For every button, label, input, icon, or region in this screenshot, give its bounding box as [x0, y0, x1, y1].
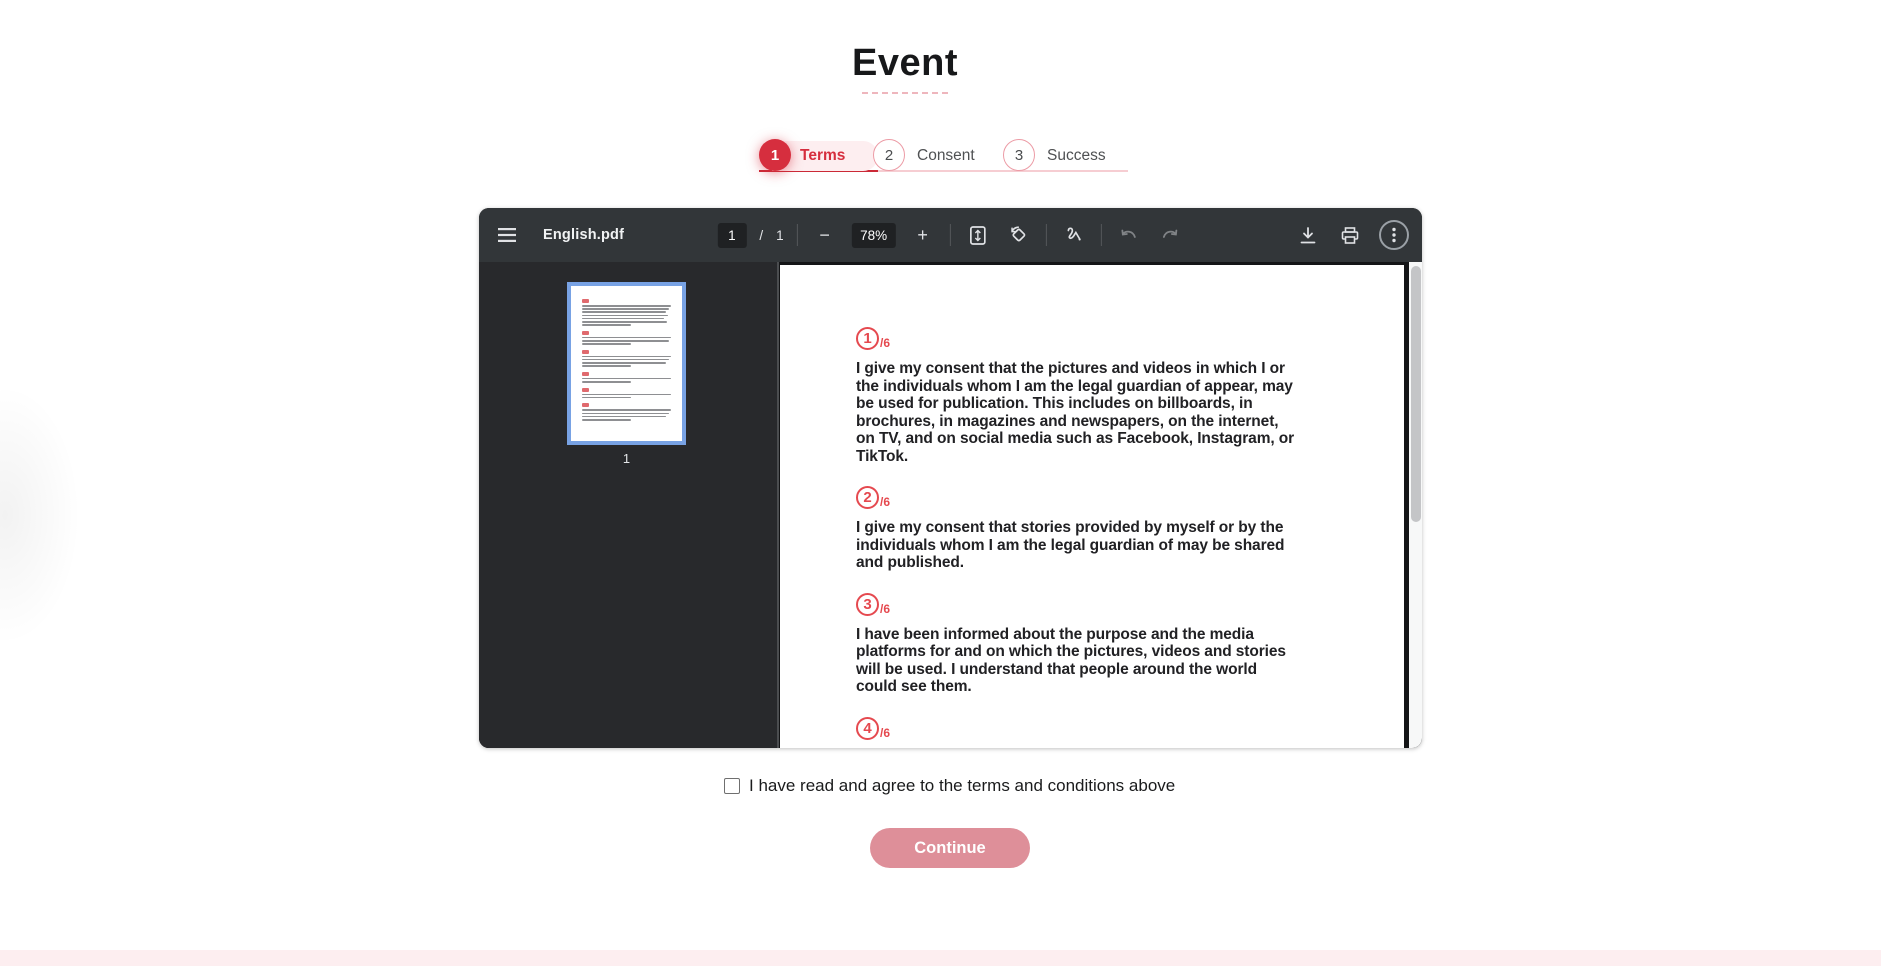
pdf-section-number: 2 $_{/6}$	[856, 486, 1300, 509]
zoom-level-input[interactable]: 78%	[852, 223, 896, 248]
page-separator: /	[759, 227, 764, 243]
pdf-page	[780, 265, 1404, 748]
pdf-content-area	[479, 262, 1422, 748]
zoom-out-button[interactable]: −	[811, 221, 839, 249]
pdf-section-number: 4 $_{/6}$	[856, 717, 1300, 740]
page-thumbnail[interactable]	[567, 282, 686, 445]
pdf-viewer	[479, 208, 1422, 748]
terms-checkbox[interactable]	[724, 778, 740, 794]
toolbar-divider	[950, 224, 951, 246]
step-3-circle[interactable]: 3	[1003, 139, 1035, 171]
pdf-scrollbar[interactable]	[1409, 262, 1422, 748]
scrollbar-thumb[interactable]	[1411, 266, 1421, 522]
step-2-label[interactable]: Consent	[917, 147, 975, 164]
pdf-filename: English.pdf	[543, 227, 625, 243]
undo-icon[interactable]	[1115, 221, 1143, 249]
rotate-icon[interactable]	[1005, 221, 1033, 249]
pdf-section-number: 1 $_{/6}$	[856, 327, 1300, 350]
thumbnail-page-number: 1	[622, 451, 631, 466]
redo-icon[interactable]	[1156, 221, 1184, 249]
more-options-icon[interactable]	[1378, 219, 1410, 251]
zoom-in-button[interactable]: +	[909, 221, 937, 249]
pdf-section-text: I have been informed about the purpose and the media platforms for and on which the pictures, videos and stories will be used. I understand that people around the world could see them.	[856, 625, 1286, 695]
toolbar-divider	[1046, 224, 1047, 246]
pdf-thumbnail-sidebar	[479, 262, 777, 748]
pdf-section-number: 3 $_{/6}$	[856, 593, 1300, 616]
total-pages: 1	[776, 227, 784, 243]
toolbar-divider	[1101, 224, 1102, 246]
step-2-circle[interactable]: 2	[873, 139, 905, 171]
fit-to-page-icon[interactable]	[964, 221, 992, 249]
stepper-progress-line-rest	[878, 170, 1128, 172]
title-dashed-underline	[862, 92, 948, 94]
print-icon[interactable]	[1336, 221, 1364, 249]
step-1-circle[interactable]: 1	[759, 139, 791, 171]
sidebar-divider[interactable]	[777, 262, 779, 748]
pdf-section-text: I give my consent that the pictures and videos in which I or the individuals whom I am the legal guardian of appear, may be used for publication. This includes on billboards, in brochures, in magazines and newspapers, on the internet, on TV, and on social media such as Facebook, Instagram, or TikTok.	[856, 360, 1295, 465]
step-1-label[interactable]: Terms	[800, 147, 846, 164]
step-3-label[interactable]: Success	[1047, 147, 1106, 164]
pdf-section-text: I give my consent that stories provided by myself or by the individuals whom I am the legal guardian of may be shared and published.	[856, 519, 1285, 571]
menu-icon[interactable]	[493, 221, 521, 249]
terms-checkbox-label: I have read and agree to the terms and conditions above	[749, 776, 1176, 795]
pdf-document-text	[780, 265, 1300, 740]
page-thumbnail-preview	[571, 286, 682, 441]
download-icon[interactable]	[1294, 221, 1322, 249]
page-title: Event	[852, 42, 958, 84]
pdf-toolbar	[479, 208, 1422, 262]
footer-strip	[0, 950, 1881, 966]
continue-button[interactable]: Continue	[870, 828, 1030, 868]
toolbar-divider	[797, 224, 798, 246]
annotate-icon[interactable]	[1060, 221, 1088, 249]
left-edge-glow	[0, 385, 80, 645]
page-number-input[interactable]: 1	[717, 223, 746, 248]
terms-consent-row[interactable]	[724, 776, 1175, 796]
